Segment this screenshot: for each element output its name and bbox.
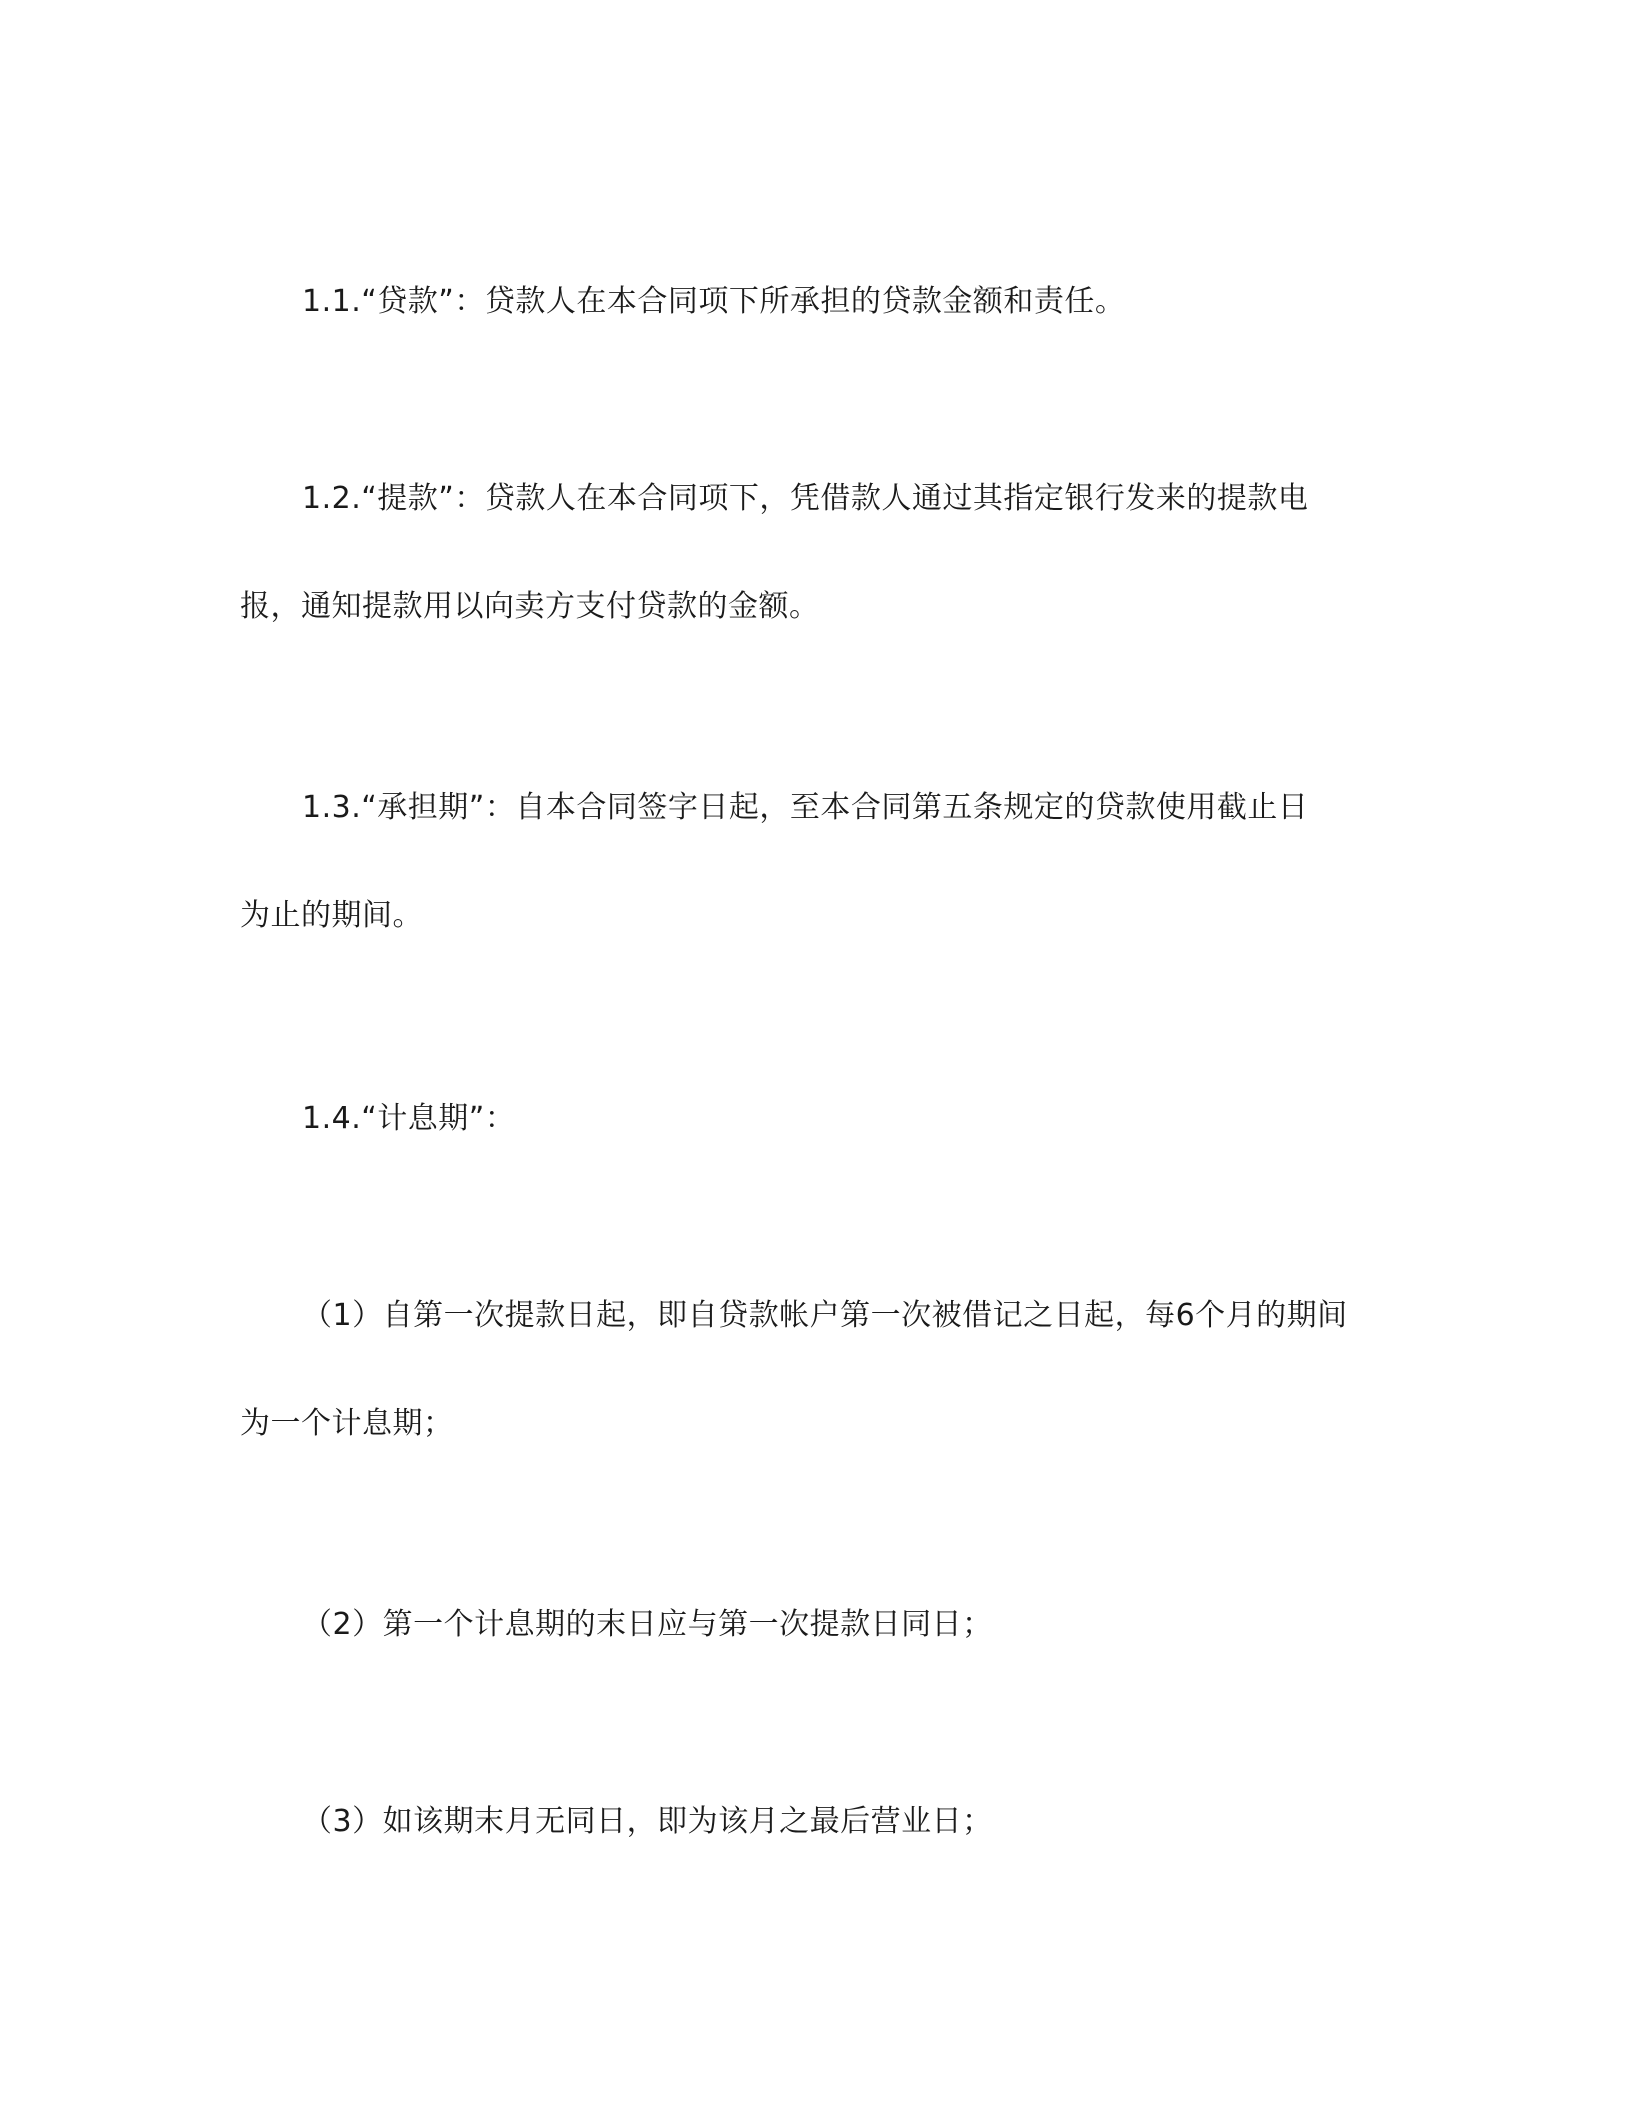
clause-1-2-line-1: 1.2.“提款”：贷款人在本合同项下，凭借款人通过其指定银行发来的提款电 [302,481,1309,516]
clause-item-3-line-1: （3）如该期末月无同日，即为该月之最后营业日； [302,1804,993,1839]
clause-1-4-line-1: 1.4.“计息期”： [302,1101,516,1136]
clause-item-1-line-2: 为一个计息期； [240,1406,454,1441]
clause-1-1-line-1: 1.1.“贷款”：贷款人在本合同项下所承担的贷款金额和责任。 [302,284,1126,319]
clause-1-3-line-2: 为止的期间。 [240,898,423,933]
clause-1-3-line-1: 1.3.“承担期”：自本合同签字日起，至本合同第五条规定的贷款使用截止日 [302,790,1309,825]
clause-item-1-line-1: （1）自第一次提款日起，即自贷款帐户第一次被借记之日起，每6个月的期间 [302,1298,1348,1333]
clause-item-2-line-1: （2）第一个计息期的末日应与第一次提款日同日； [302,1607,993,1642]
clause-1-2-line-2: 报，通知提款用以向卖方支付贷款的金额。 [240,589,820,624]
